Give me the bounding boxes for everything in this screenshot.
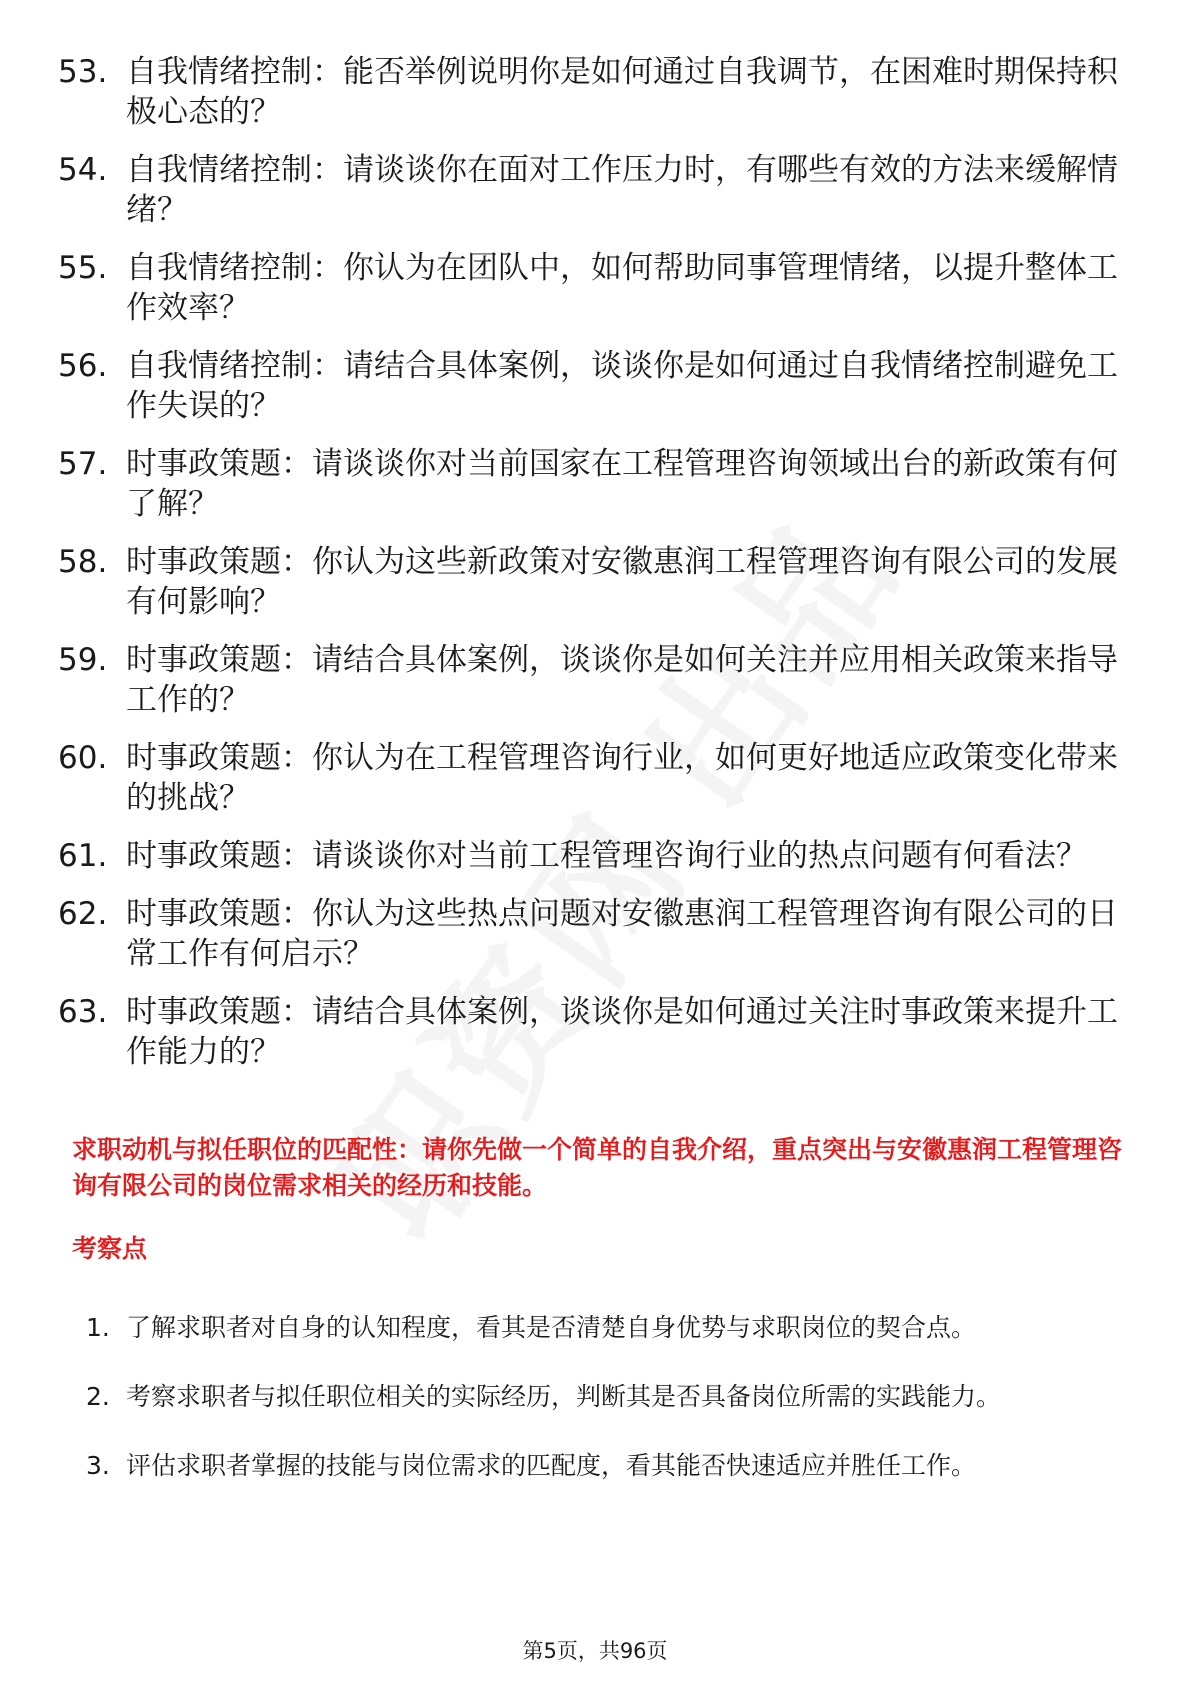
question-list xyxy=(58,52,1138,1090)
question-text: 时事政策题：你认为这些新政策对安徽惠润工程管理咨询有限公司的发展有何影响？ xyxy=(126,544,1118,620)
question-item xyxy=(58,52,1138,132)
point-number: 1. xyxy=(86,1313,110,1342)
question-number: 56. xyxy=(58,348,108,384)
question-number: 55. xyxy=(58,250,108,286)
assessment-point xyxy=(86,1312,1136,1355)
question-item xyxy=(58,836,1138,876)
question-number: 62. xyxy=(58,896,108,932)
assessment-point xyxy=(86,1450,1136,1493)
question-text: 时事政策题：请结合具体案例，谈谈你是如何关注并应用相关政策来指导工作的？ xyxy=(126,642,1118,718)
question-text: 时事政策题：你认为这些热点问题对安徽惠润工程管理咨询有限公司的日常工作有何启示？ xyxy=(126,896,1118,972)
question-item xyxy=(58,150,1138,230)
question-text: 自我情绪控制：请谈谈你在面对工作压力时，有哪些有效的方法来缓解情绪？ xyxy=(126,152,1118,228)
question-item xyxy=(58,444,1138,524)
assessment-title: 考察点 xyxy=(72,1234,148,1263)
question-number: 54. xyxy=(58,152,108,188)
question-item xyxy=(58,640,1138,720)
question-item xyxy=(58,992,1138,1072)
point-text: 评估求职者掌握的技能与岗位需求的匹配度，看其能否快速适应并胜任工作。 xyxy=(126,1451,977,1480)
question-text: 自我情绪控制：请结合具体案例，谈谈你是如何通过自我情绪控制避免工作失误的？ xyxy=(126,348,1118,424)
question-text: 自我情绪控制：你认为在团队中，如何帮助同事管理情绪，以提升整体工作效率？ xyxy=(126,250,1118,326)
question-item xyxy=(58,346,1138,426)
question-item xyxy=(58,248,1138,328)
point-number: 3. xyxy=(86,1451,110,1480)
question-text: 自我情绪控制：能否举例说明你是如何通过自我调节，在困难时期保持积极心态的？ xyxy=(126,54,1118,130)
page-number: 第5页，共96页 xyxy=(522,1639,668,1663)
question-number: 59. xyxy=(58,642,108,678)
assessment-points xyxy=(86,1312,1136,1519)
question-number: 53. xyxy=(58,54,108,90)
question-item xyxy=(58,894,1138,974)
question-number: 58. xyxy=(58,544,108,580)
point-text: 了解求职者对自身的认知程度，看其是否清楚自身优势与求职岗位的契合点。 xyxy=(126,1313,977,1342)
question-item xyxy=(58,738,1138,818)
question-number: 61. xyxy=(58,838,108,874)
question-text: 时事政策题：请结合具体案例，谈谈你是如何通过关注时事政策来提升工作能力的？ xyxy=(126,994,1118,1070)
question-item xyxy=(58,542,1138,622)
question-number: 60. xyxy=(58,740,108,776)
question-number: 63. xyxy=(58,994,108,1030)
question-text: 时事政策题：请谈谈你对当前工程管理咨询行业的热点问题有何看法？ xyxy=(126,838,1087,874)
point-number: 2. xyxy=(86,1382,110,1411)
question-number: 57. xyxy=(58,446,108,482)
question-text: 时事政策题：你认为在工程管理咨询行业，如何更好地适应政策变化带来的挑战？ xyxy=(126,740,1118,816)
assessment-point xyxy=(86,1381,1136,1424)
motivation-question: 求职动机与拟任职位的匹配性：请你先做一个简单的自我介绍，重点突出与安徽惠润工程管理咨询有限公司的岗位需求相关的经历和技能。 xyxy=(72,1135,1123,1200)
point-text: 考察求职者与拟任职位相关的实际经历，判断其是否具备岗位所需的实践能力。 xyxy=(126,1382,1002,1411)
question-text: 时事政策题：请谈谈你对当前国家在工程管理咨询领域出台的新政策有何了解？ xyxy=(126,446,1118,522)
